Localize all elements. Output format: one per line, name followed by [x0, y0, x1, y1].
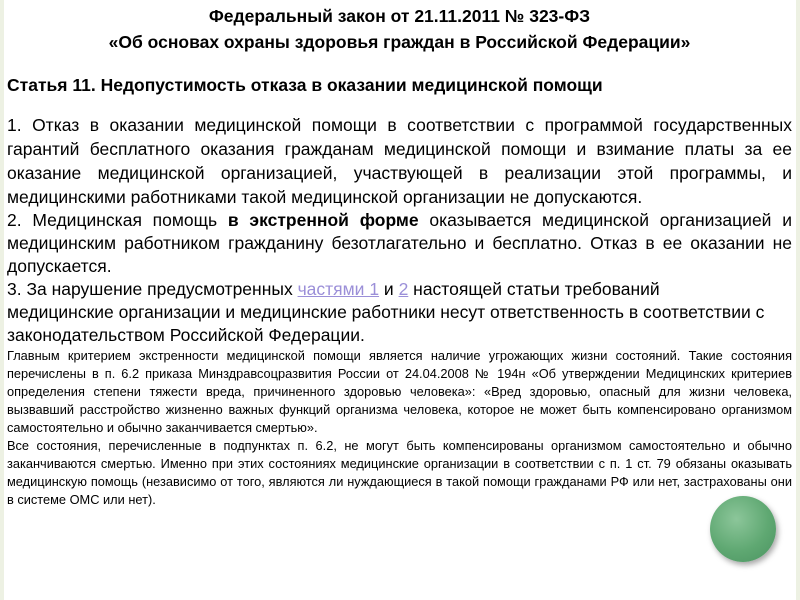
- paragraph-3-mid: и: [379, 279, 399, 299]
- paragraph-2: [7, 209, 792, 278]
- document-header: [7, 3, 792, 55]
- paragraph-2-start: 2. Медицинская помощь: [7, 210, 228, 230]
- left-border: [0, 0, 4, 600]
- law-name: «Об основах охраны здоровья граждан в Российской Федерации»: [108, 32, 691, 52]
- document-page: [7, 0, 792, 509]
- note-1: Главным критерием экстренности медицинской помощи является наличие угрожающих жизни состояний. Такие состояния перечислены в п. 6.2 приказа Минздравсоцразвития России от 24.04.2008 № 194н «Об утверждении Медицинских критериев определения степени тяжести вреда, причиненного здоровью человека»: «Вред здоровью, опасный для жизни человека, вызвавший расстройство жизненно важных функций организма человека, которое не может быть компенсировано организмом самостоятельно и обычно заканчивается смертью».: [7, 348, 792, 435]
- paragraph-2-emphasis: в экстренной форме: [227, 210, 419, 230]
- paragraph-2-end: оказывается медицинской организацией и медицинским работником гражданину безотлагательно и бесплатно. Отказ в ее оказании не допускается.: [7, 210, 792, 276]
- link-part-2[interactable]: 2: [398, 279, 409, 299]
- paragraph-1: 1. Отказ в оказании медицинской помощи в соответствии с программой государственных гарантий бесплатного оказания гражданам медицинской помощи и взимание платы за ее оказание медицинской организацией, участвующей в реализации этой программы, и медицинскими работниками такой медицинской организации не допускаются.: [7, 115, 792, 207]
- paragraph-3-start: 3. За нарушение предусмотренных: [7, 279, 298, 299]
- paragraph-3-end: настоящей статьи требований медицинские организации и медицинские работники несут ответственность в соответствии с законодательством Российской Федерации.: [7, 279, 765, 345]
- law-title: Федеральный закон от 21.11.2011 № 323-ФЗ: [208, 6, 591, 26]
- link-part-1[interactable]: частями 1: [297, 279, 380, 299]
- note-2: Все состояния, перечисленные в подпунктах п. 6.2, не могут быть компенсированы организмом самостоятельно и обычно заканчиваются смертью. Именно при этих состояниях медицинские организации в соответствии с п. 1 ст. 79 обязаны оказывать медицинскую помощь (независимо от того, являются ли нуждающиеся в такой помощи гражданами РФ или нет, застрахованы они в системе ОМС или нет).: [7, 438, 792, 507]
- right-border: [796, 0, 800, 600]
- decorative-circle: [710, 496, 776, 562]
- paragraph-3: [7, 278, 767, 347]
- article-title: Статья 11. Недопустимость отказа в оказании медицинской помощи: [7, 75, 603, 95]
